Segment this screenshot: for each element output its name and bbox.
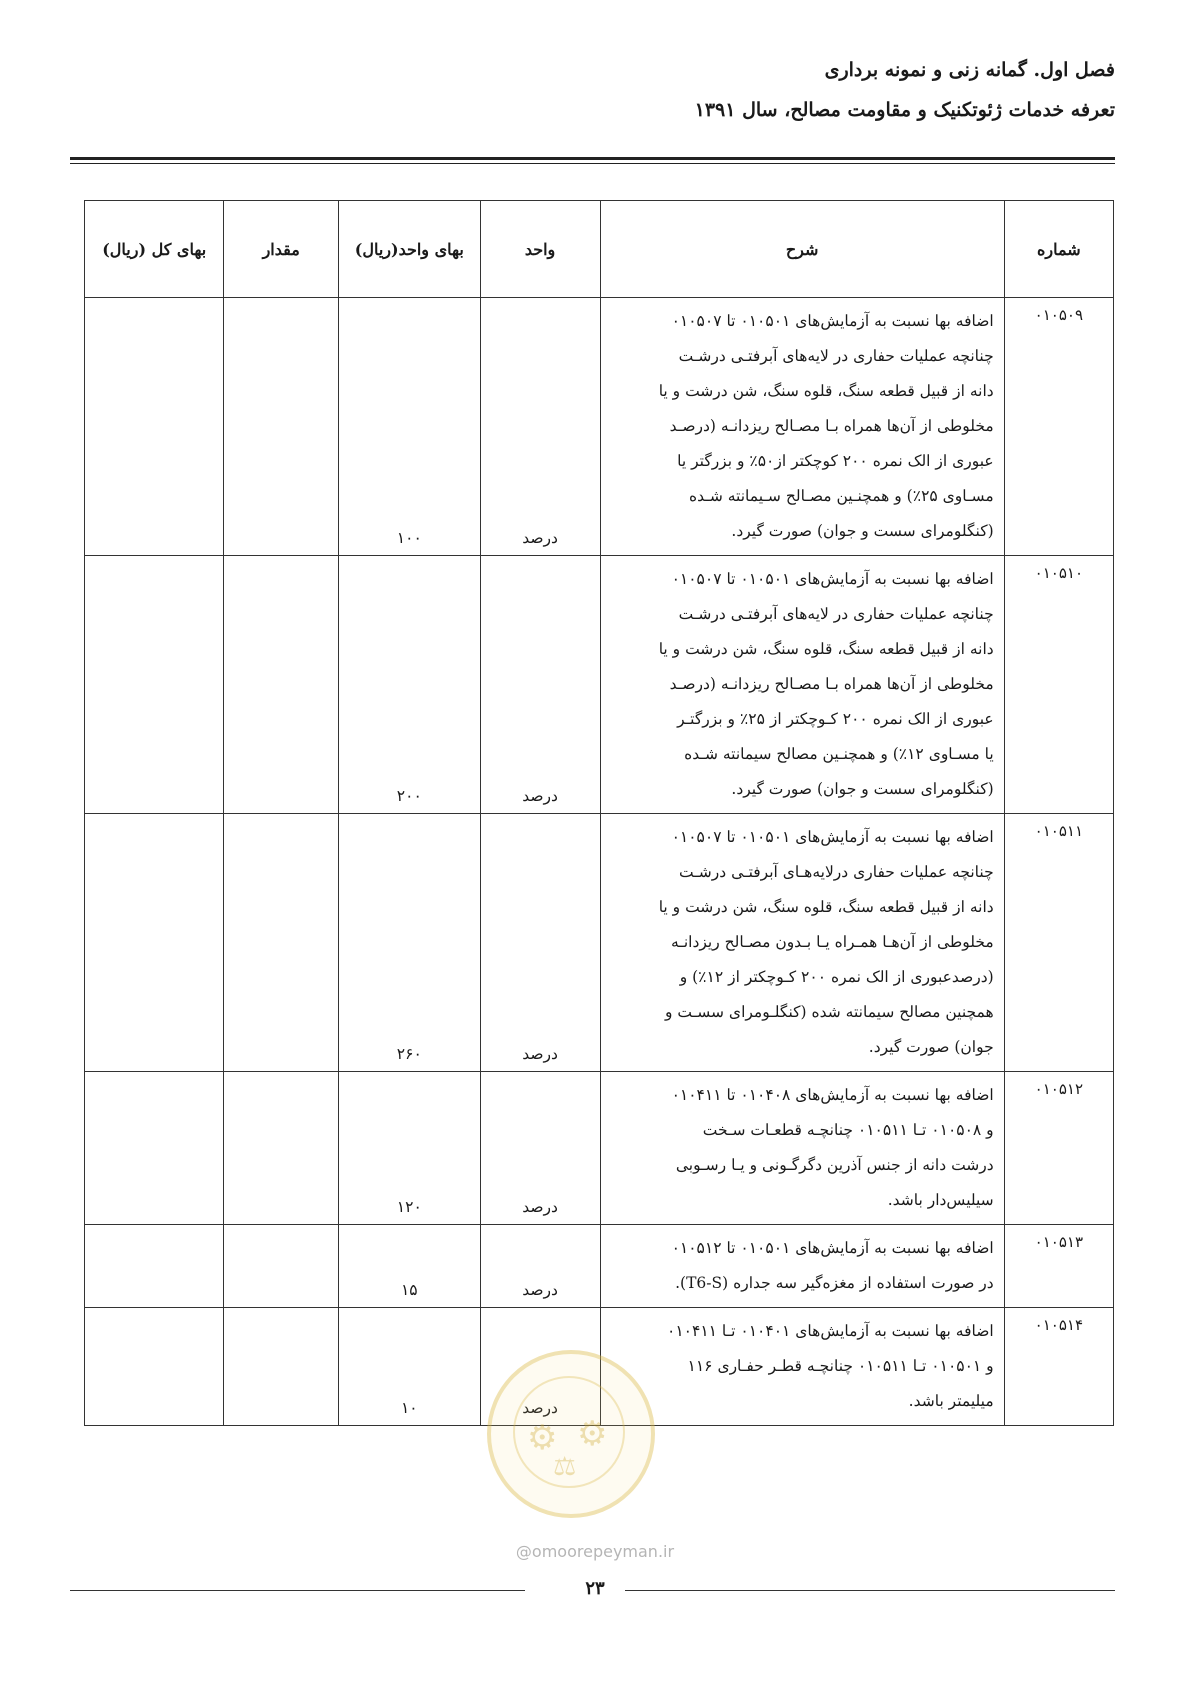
header-rule-thin (70, 163, 1115, 164)
header-rule-thick (70, 157, 1115, 160)
description-line: در صورت استفاده از مغزه‌گیر سه جداره (T6-S). (675, 1274, 994, 1292)
description-line: (درصدعبوری از الک نمره ۲۰۰ کـوچکتر از ۱۲٪) و (679, 968, 994, 986)
description-line: و ۰۱۰۵۰۱ تـا ۰۱۰۵۱۱ چنانچـه قطـر حفـاری ۱۱۶ (687, 1357, 994, 1375)
item-unit-price: ۱۰۰ (339, 298, 480, 556)
description-line: عبوری از الک نمره ۲۰۰ کـوچکتر از ۲۵٪ و بزرگتـر (677, 710, 994, 728)
description-line: مخلوطی از آن‌هـا همـراه یـا بـدون مصـالح ریزدانـه (671, 933, 994, 951)
description-line: سیلیس‌دار باشد. (887, 1191, 994, 1209)
description-line: اضافه بها نسبت به آزمایش‌های ۰۱۰۴۰۱ تـا ۰۱۰۴۱۱ (667, 1322, 994, 1340)
column-header-number: شماره (1004, 201, 1113, 298)
item-unit: درصد (480, 814, 600, 1072)
description-line: مخلوطی از آن‌ها همراه بـا مصـالح ریزدانـه (درصـد (669, 417, 994, 435)
page-header (695, 58, 1115, 138)
description-line: چنانچه عملیات حفاری درلایه‌هـای آبرفتـی درشـت (679, 863, 994, 881)
item-quantity (224, 1072, 339, 1225)
item-code: ۰۱۰۵۱۰ (1004, 556, 1113, 814)
item-description (600, 298, 1004, 556)
item-code: ۰۱۰۵۱۴ (1004, 1308, 1113, 1426)
item-quantity (224, 814, 339, 1072)
table-row (85, 1225, 1114, 1308)
column-header-description: شرح (600, 201, 1004, 298)
item-unit: درصد (480, 1225, 600, 1308)
description-line: (کنگلومرای سست و جوان) صورت گیرد. (731, 780, 994, 798)
description-line: اضافه بها نسبت به آزمایش‌های ۰۱۰۵۰۱ تا ۰۱۰۵۰۷ (671, 570, 994, 588)
item-total-price (85, 1072, 224, 1225)
description-line: و ۰۱۰۵۰۸ تـا ۰۱۰۵۱۱ چنانچـه قطعـات سـخت (702, 1121, 994, 1139)
item-code: ۰۱۰۵۱۳ (1004, 1225, 1113, 1308)
description-line: اضافه بها نسبت به آزمایش‌های ۰۱۰۵۰۱ تا ۰۱۰۵۱۲ (671, 1239, 994, 1257)
description-line: (کنگلومرای سست و جوان) صورت گیرد. (731, 522, 994, 540)
description-line: یا مسـاوی ۱۲٪) و همچنـین مصالح سیمانته شـده (684, 745, 994, 763)
item-total-price (85, 814, 224, 1072)
description-line: دانه از قبیل قطعه سنگ، قلوه سنگ، شن درشت و یا (658, 898, 994, 916)
item-unit: درصد (480, 556, 600, 814)
description-line: اضافه بها نسبت به آزمایش‌های ۰۱۰۴۰۸ تا ۰۱۰۴۱۱ (671, 1086, 994, 1104)
item-code: ۰۱۰۵۱۱ (1004, 814, 1113, 1072)
chapter-title: فصل اول. گمانه زنی و نمونه برداری (824, 59, 1115, 81)
watermark-website: @omoorepeyman.ir (515, 1542, 675, 1561)
item-total-price (85, 298, 224, 556)
item-unit-price: ۲۰۰ (339, 556, 480, 814)
table-row (85, 298, 1114, 556)
description-line: دانه از قبیل قطعه سنگ، قلوه سنگ، شن درشت و یا (658, 640, 994, 658)
table-row (85, 556, 1114, 814)
description-line: اضافه بها نسبت به آزمایش‌های ۰۱۰۵۰۱ تا ۰۱۰۵۰۷ (671, 828, 994, 846)
description-line: چنانچه عملیات حفاری در لایه‌های آبرفتـی درشـت (678, 347, 994, 365)
scales-icon: ⚖ (553, 1452, 577, 1482)
description-line: اضافه بها نسبت به آزمایش‌های ۰۱۰۵۰۱ تا ۰۱۰۵۰۷ (671, 312, 994, 330)
column-header-quantity: مقدار (224, 201, 339, 298)
column-header-unit-price: بهای واحد(ریال) (339, 201, 480, 298)
item-quantity (224, 556, 339, 814)
gear-icon: ⚙ (577, 1414, 608, 1454)
description-line: دانه از قبیل قطعه سنگ، قلوه سنگ، شن درشت و یا (658, 382, 994, 400)
description-line: میلیمتر باشد. (908, 1392, 994, 1410)
gear-icon: ⚙ (527, 1418, 558, 1458)
page-number: ۲۳ (585, 1578, 605, 1599)
item-unit-price: ۱۲۰ (339, 1072, 480, 1225)
table-row (85, 1072, 1114, 1225)
column-header-unit: واحد (480, 201, 600, 298)
tariff-table (84, 200, 1114, 1426)
item-unit: درصد (480, 298, 600, 556)
item-total-price (85, 1308, 224, 1426)
item-total-price (85, 556, 224, 814)
description-line: درشت دانه از جنس آذرین دگرگـونی و یـا رسـوبی (675, 1156, 994, 1174)
description-line: مخلوطی از آن‌ها همراه بـا مصـالح ریزدانـه (درصـد (669, 675, 994, 693)
item-unit-price: ۱۵ (339, 1225, 480, 1308)
item-description (600, 1225, 1004, 1308)
item-description (600, 1308, 1004, 1426)
description-line: همچنین مصالح سیمانته شده (کنگلـومرای سسـت و (665, 1003, 994, 1021)
description-line: چنانچه عملیات حفاری در لایه‌های آبرفتـی درشـت (678, 605, 994, 623)
table-header-row (85, 201, 1114, 298)
item-quantity (224, 1308, 339, 1426)
item-unit: درصد (480, 1308, 600, 1426)
description-line: جوان) صورت گیرد. (868, 1038, 994, 1056)
item-description (600, 814, 1004, 1072)
document-title: تعرفه خدمات ژئوتکنیک و مقاومت مصالح، سال ۱۳۹۱ (694, 99, 1115, 121)
item-code: ۰۱۰۵۰۹ (1004, 298, 1113, 556)
item-code: ۰۱۰۵۱۲ (1004, 1072, 1113, 1225)
description-line: عبوری از الک نمره ۲۰۰ کوچکتر از۵۰٪ و بزرگتر یا (677, 452, 994, 470)
item-description (600, 556, 1004, 814)
column-header-total-price: بهای کل (ریال) (85, 201, 224, 298)
description-line: مسـاوی ۲۵٪) و همچنـین مصـالح سـیمانته شـده (689, 487, 994, 505)
item-description (600, 1072, 1004, 1225)
item-unit: درصد (480, 1072, 600, 1225)
item-unit-price: ۱۰ (339, 1308, 480, 1426)
item-unit-price: ۲۶۰ (339, 814, 480, 1072)
item-quantity (224, 298, 339, 556)
watermark-seal-logo (487, 1350, 655, 1518)
table-row (85, 814, 1114, 1072)
item-quantity (224, 1225, 339, 1308)
item-total-price (85, 1225, 224, 1308)
